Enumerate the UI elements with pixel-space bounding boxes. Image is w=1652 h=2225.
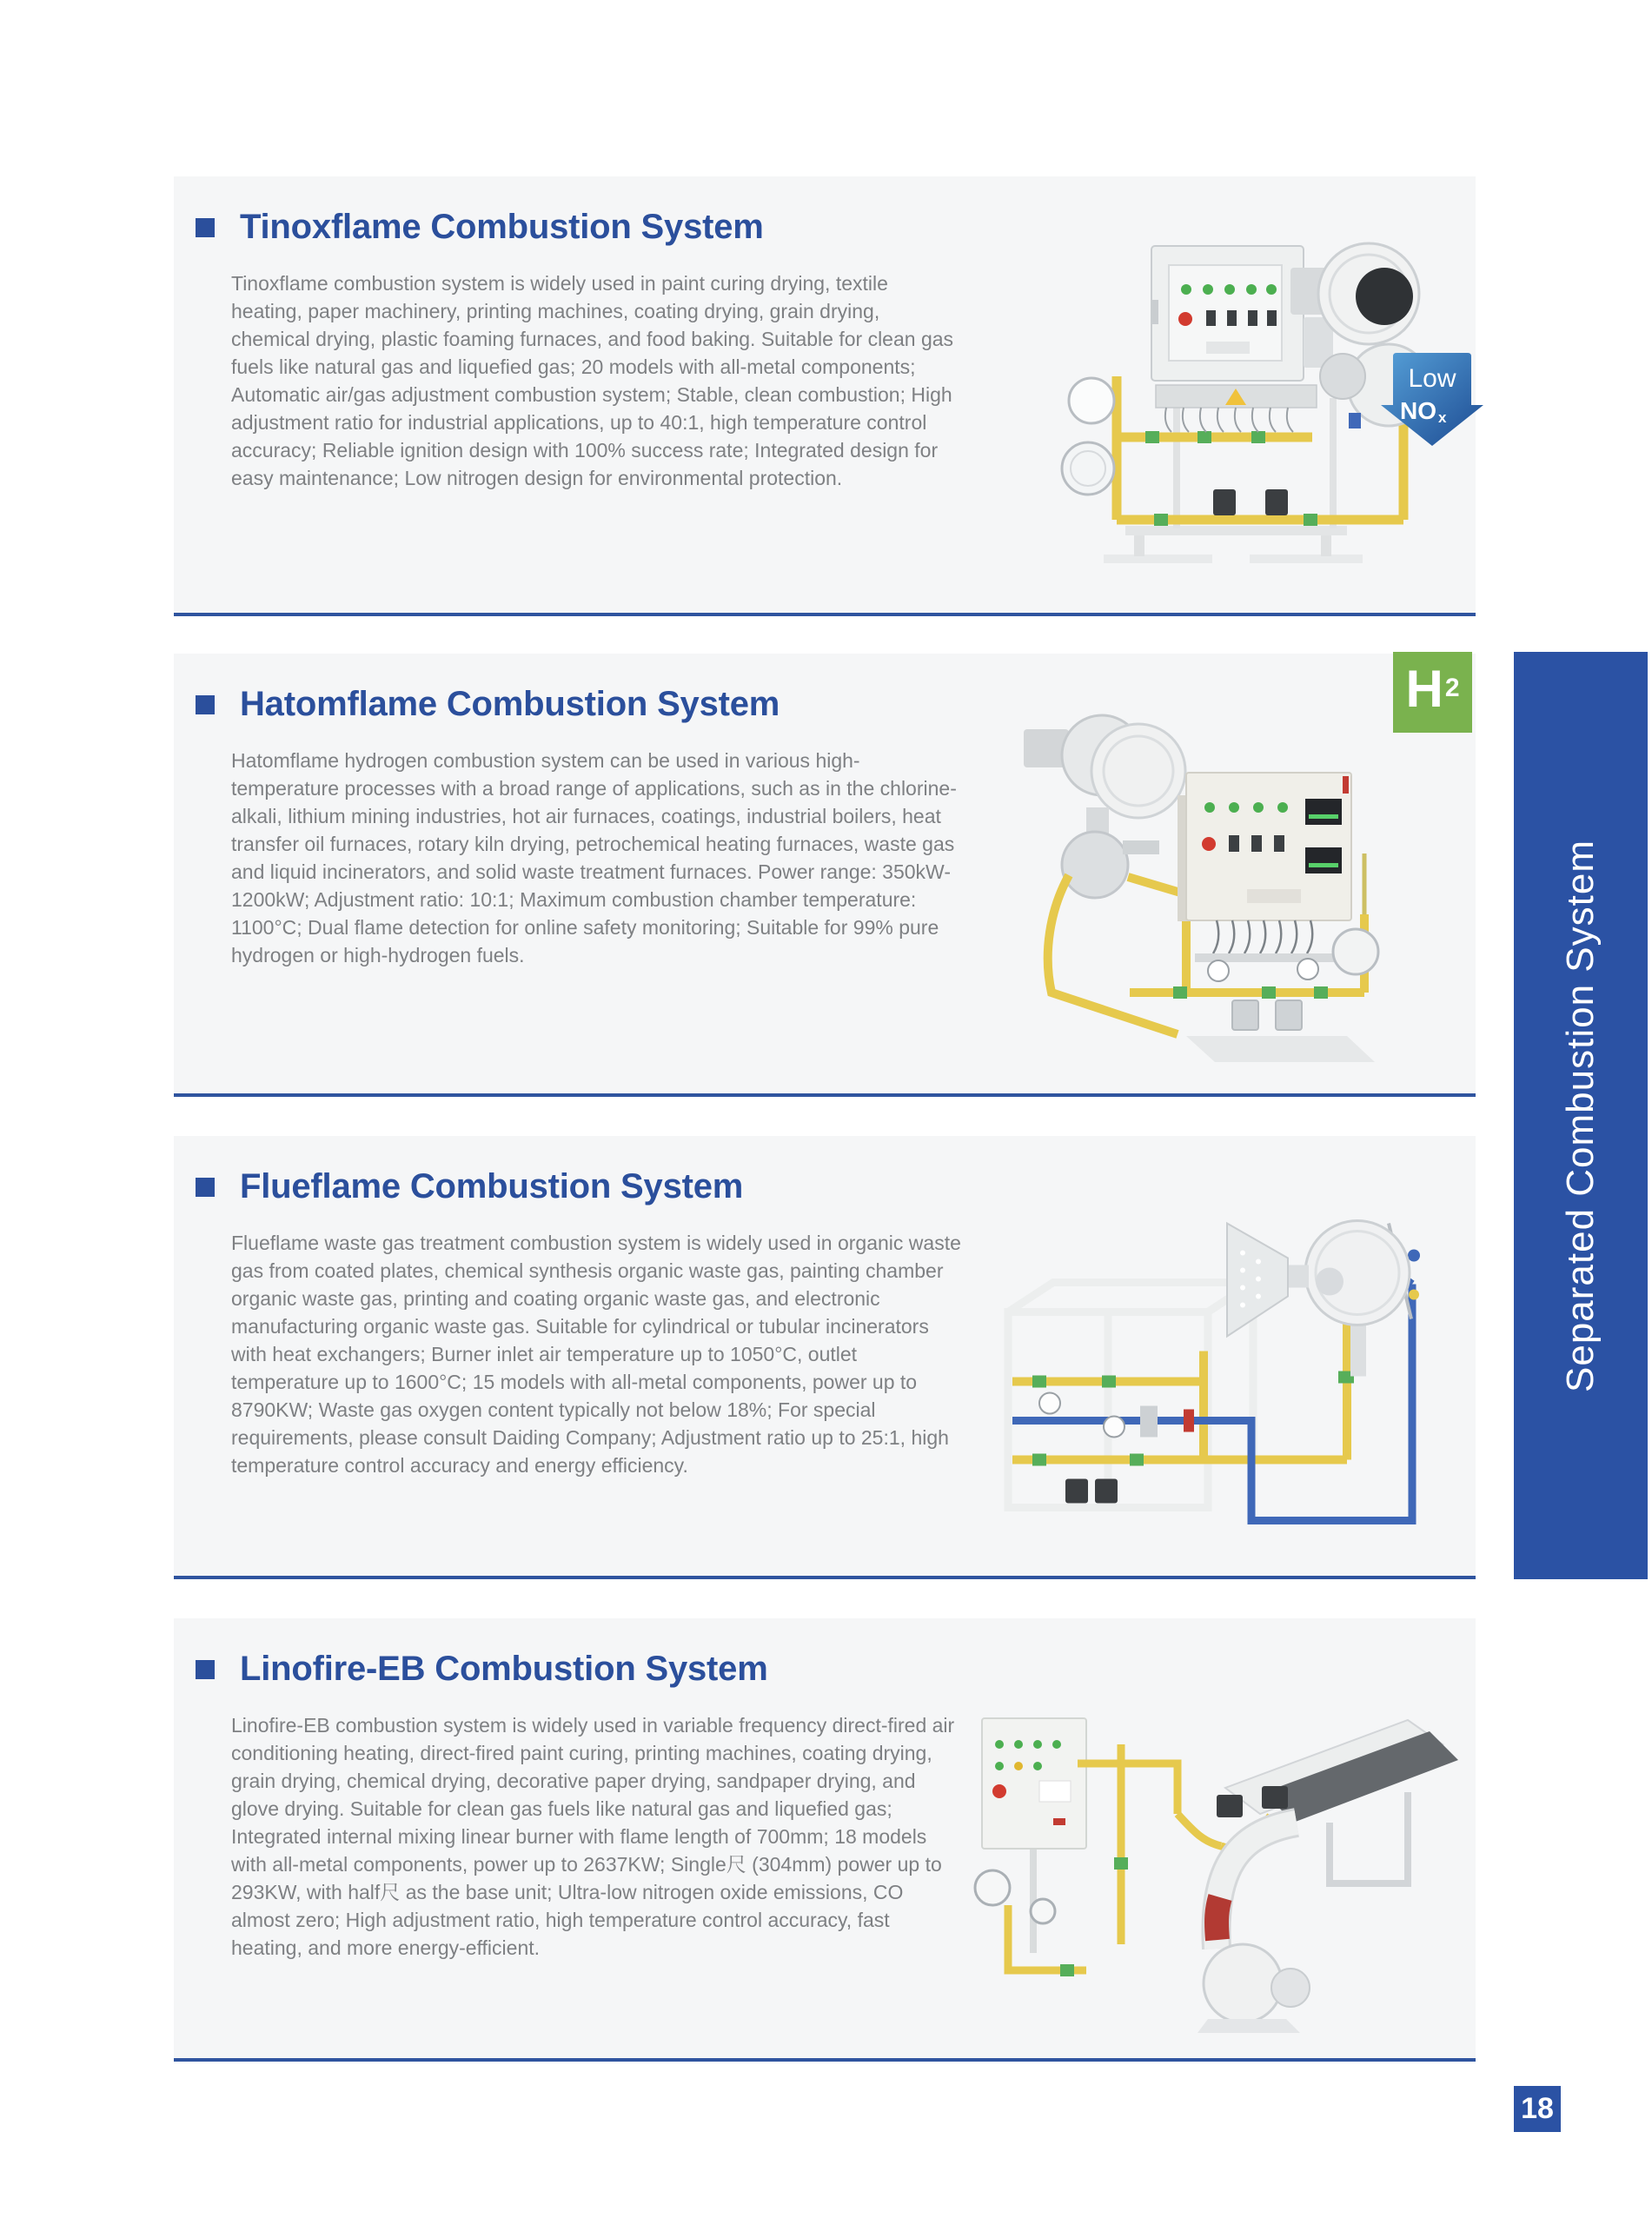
gas-piping: [1012, 1314, 1347, 1460]
section-header: [174, 1618, 1476, 1689]
skid-base: [1186, 1036, 1375, 1062]
bullet-square-icon: [196, 1178, 215, 1197]
nox-subscript: x: [1438, 409, 1447, 426]
section-divider: [174, 2058, 1476, 2062]
h2-badge: [1393, 652, 1472, 733]
section-title: Flueflame Combustion System: [240, 1167, 744, 1205]
linear-burner: [1225, 1720, 1458, 1883]
h2-symbol: H: [1405, 660, 1443, 718]
product-card-tinoxflame: [174, 176, 1476, 613]
chapter-sidebar: [1514, 652, 1648, 1579]
section-title: Tinoxflame Combustion System: [240, 208, 764, 246]
low-label: Low: [1408, 364, 1456, 393]
bullet-square-icon: [196, 218, 215, 237]
bullet-square-icon: [196, 1660, 215, 1679]
air-duct: [1216, 1823, 1297, 1949]
low-nox-badge: [1381, 353, 1483, 446]
product-card-flueflame: [174, 1136, 1476, 1576]
product-card-hatomflame: [174, 654, 1476, 1093]
product-photo-hatomflame: [999, 693, 1416, 1079]
section-divider: [174, 613, 1476, 616]
page-number-badge: 18: [1514, 2086, 1561, 2132]
section-divider: [174, 1576, 1476, 1579]
chapter-title: Separated Combustion System: [1559, 839, 1602, 1392]
pressure-gauges: [1062, 378, 1114, 495]
burner-blower: [1024, 715, 1185, 898]
nox-label: NO: [1400, 397, 1436, 424]
product-photo-linofire-eb: [956, 1684, 1469, 2049]
product-card-linofire-eb: [174, 1618, 1476, 2058]
h2-subscript: 2: [1444, 674, 1460, 702]
bullet-square-icon: [196, 695, 215, 714]
section-title: Hatomflame Combustion System: [240, 685, 780, 723]
centrifugal-blower: [1198, 1944, 1310, 2033]
valves-and-gauges: [1032, 1372, 1354, 1504]
valves-and-gauges: [1173, 929, 1378, 1030]
product-photo-flueflame: [982, 1171, 1469, 1566]
section-title: Linofire-EB Combustion System: [240, 1650, 768, 1688]
section-description: Hatomflame hydrogen combustion system can be used in various high-temperature processes with a broad range of applications, such as in the chlorine-alkali, lithium mining industries, hot air furnaces, coatings, industrial boilers, heat transfer oil furnaces, rotary kiln drying, petrochemical heating furnaces, waste gas and liquid incinerators, and solid waste treatment furnaces. Power range: 350kW-1200kW; Adjustment ratio: 10:1; Maximum combustion chamber temperature: 1100°C; Dual flame detection for online safety monitoring; Suitable for 99% pure hydrogen or high-hydrogen fuels.: [231, 749, 957, 966]
ignition-wires: [1213, 920, 1312, 953]
section-divider: [174, 1093, 1476, 1097]
section-description: Linofire-EB combustion system is widely used in variable frequency direct-fired air conditioning heating, direct-fired paint curing, printing machines, coating drying, grain drying, chemical drying, decorative paper drying, sandpaper drying, and glove drying. Suitable for clean gas fuels like natural gas and liquefied gas; Integrated internal mixing linear burner with flame length of 700mm; 18 models with all-metal components, power up to 2637KW; Single尺 (304mm) power up to 293KW, with half尺 as the base unit; Ultra-low nitrogen oxide emissions, CO almost zero; High adjustment ratio, high temperature control accuracy, fast heating, and more energy-efficient.: [231, 1714, 955, 1959]
skid-frame: [1104, 398, 1363, 563]
control-cabinet: [1178, 773, 1351, 921]
section-description: Flueflame waste gas treatment combustion system is widely used in organic waste gas from coated plates, chemical synthesis organic waste gas, painting chamber organic waste gas, printing and coating organic waste gas, and electronic manufacturing organic waste gas. Suitable for cylindrical or tubular incinerators with heat exchangers; Burner inlet air temperature up to 1050°C, outlet temperature up to 1600°C; 15 models with all-metal components, power up to 8790KW; Waste gas oxygen content typically not below 18%; For special requirements, please consult Daiding Company; Adjustment ratio up to 25:1, high temperature control accuracy and energy efficiency.: [231, 1232, 961, 1477]
section-description: Tinoxflame combustion system is widely used in paint curing drying, textile heating, paper machinery, printing machines, coating drying, grain drying, chemical drying, plastic foaming furnaces, and food baking. Suitable for clean gas fuels like natural gas and liquefied gas; 20 models with all-metal components; Automatic air/gas adjustment combustion system; Stable, clean combustion; High adjustment ratio for industrial applications, up to 40:1, high temperature control accuracy; Reliable ignition design with 100% success rate; Integrated design for easy maintenance; Low nitrogen design for environmental protection.: [231, 272, 954, 489]
